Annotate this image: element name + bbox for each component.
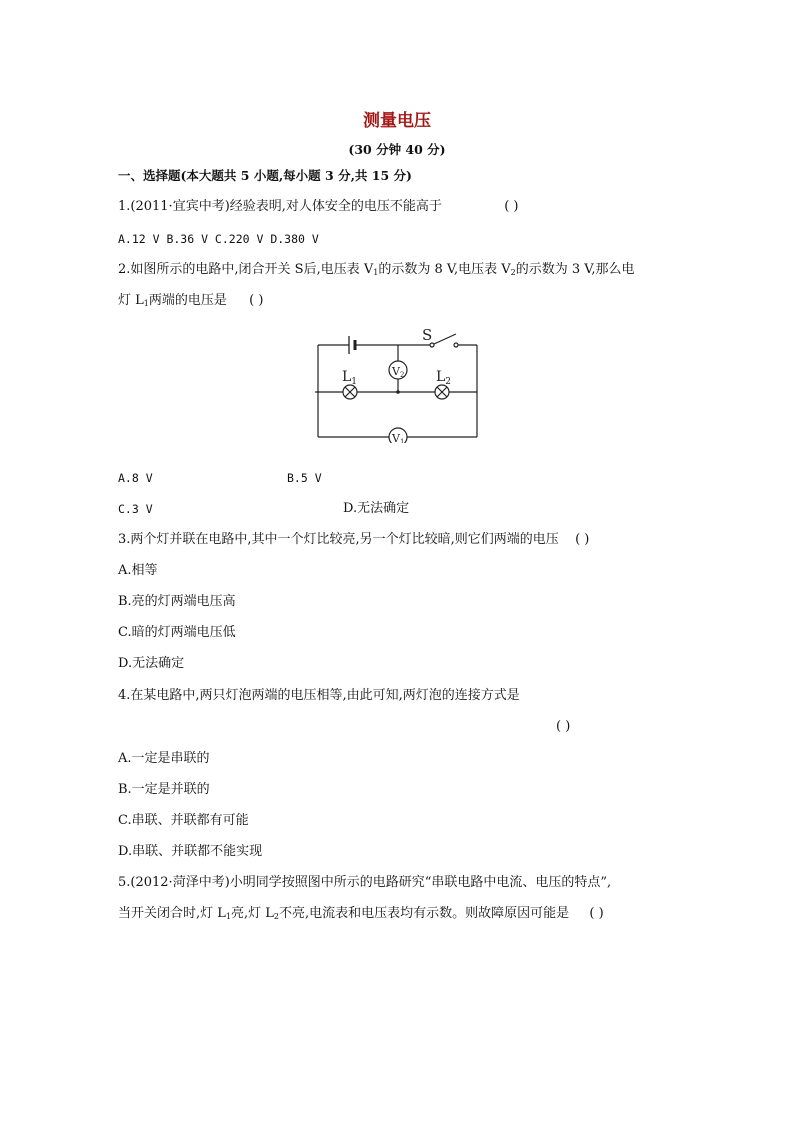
question-4-option-a: A.一定是串联的 bbox=[118, 751, 210, 766]
answer-bracket: ( ) bbox=[575, 532, 590, 547]
page-subtitle: (30 分钟 40 分) bbox=[348, 142, 446, 157]
question-4-option-b: B.一定是并联的 bbox=[118, 782, 210, 797]
lamp-l1-label: $L_1$ bbox=[342, 369, 358, 387]
question-5: 5.(2012·菏泽中考)小明同学按照图中所示的电路研究“串联电路中电流、电压的特点”, bbox=[118, 875, 612, 890]
question-3 bbox=[118, 532, 589, 548]
question-1-stem: 1.(2011·宜宾中考)经验表明,对人体安全的电压不能高于 bbox=[118, 199, 442, 214]
question-4: 4.在某电路中,两只灯泡两端的电压相等,由此可知,两灯泡的连接方式是 bbox=[118, 688, 520, 703]
question-2-option-a: A.8 V bbox=[118, 471, 153, 485]
subscript: 1 bbox=[373, 268, 379, 277]
question-3-option-c: C.暗的灯两端电压低 bbox=[118, 625, 236, 640]
question-4-option-c: C.串联、并联都有可能 bbox=[118, 813, 249, 828]
voltmeter-v1-label: V1 bbox=[392, 432, 405, 443]
answer-bracket: ( ) bbox=[249, 293, 264, 308]
answer-bracket: ( ) bbox=[556, 719, 571, 734]
question-2-option-d: D.无法确定 bbox=[343, 501, 410, 516]
subscript: 2 bbox=[273, 912, 279, 921]
page-title: 测量电压 bbox=[363, 111, 431, 131]
question-2-stem: 两端的电压是 bbox=[148, 293, 227, 308]
question-2-stem: 的示数为 3 V,那么电 bbox=[515, 262, 635, 277]
question-5-line-2 bbox=[118, 906, 604, 925]
question-5-stem: 不亮,电流表和电压表均有示数。则故障原因可能是 bbox=[279, 906, 570, 921]
question-5-stem: 亮,灯 L bbox=[231, 906, 274, 921]
circuit-diagram bbox=[312, 323, 484, 443]
question-2-option-c: C.3 V bbox=[118, 502, 153, 516]
question-2-stem: 灯 L bbox=[118, 293, 144, 308]
answer-bracket: ( ) bbox=[504, 199, 519, 214]
question-3-stem: 3.两个灯并联在电路中,其中一个灯比较亮,另一个灯比较暗,则它们两端的电压 bbox=[118, 532, 559, 547]
question-2-stem: 2.如图所示的电路中,闭合开关 S后,电压表 V bbox=[118, 262, 374, 277]
subscript: 2 bbox=[510, 268, 516, 277]
question-2 bbox=[118, 262, 635, 281]
answer-bracket: ( ) bbox=[589, 906, 604, 921]
question-4-option-d: D.串联、并联都不能实现 bbox=[118, 844, 263, 859]
subscript: 1 bbox=[143, 299, 149, 308]
question-1 bbox=[118, 199, 518, 215]
question-2-line-2 bbox=[118, 293, 263, 312]
question-2-stem: 的示数为 8 V,电压表 V bbox=[378, 262, 511, 277]
question-1-options: A.12 V B.36 V C.220 V D.380 V bbox=[118, 232, 319, 246]
switch-label: S bbox=[422, 326, 433, 344]
lamp-l2-label: $L_2$ bbox=[436, 369, 452, 387]
question-2-option-b: B.5 V bbox=[287, 471, 322, 485]
voltmeter-v2-label: V2 bbox=[392, 365, 405, 379]
question-3-option-b: B.亮的灯两端电压高 bbox=[118, 594, 236, 609]
question-5-stem: 当开关闭合时,灯 L bbox=[118, 906, 226, 921]
subscript: 1 bbox=[225, 912, 231, 921]
question-3-option-d: D.无法确定 bbox=[118, 656, 185, 671]
question-3-option-a: A.相等 bbox=[118, 563, 158, 578]
section-heading: 一、选择题(本大题共 5 小题,每小题 3 分,共 15 分) bbox=[118, 168, 412, 183]
